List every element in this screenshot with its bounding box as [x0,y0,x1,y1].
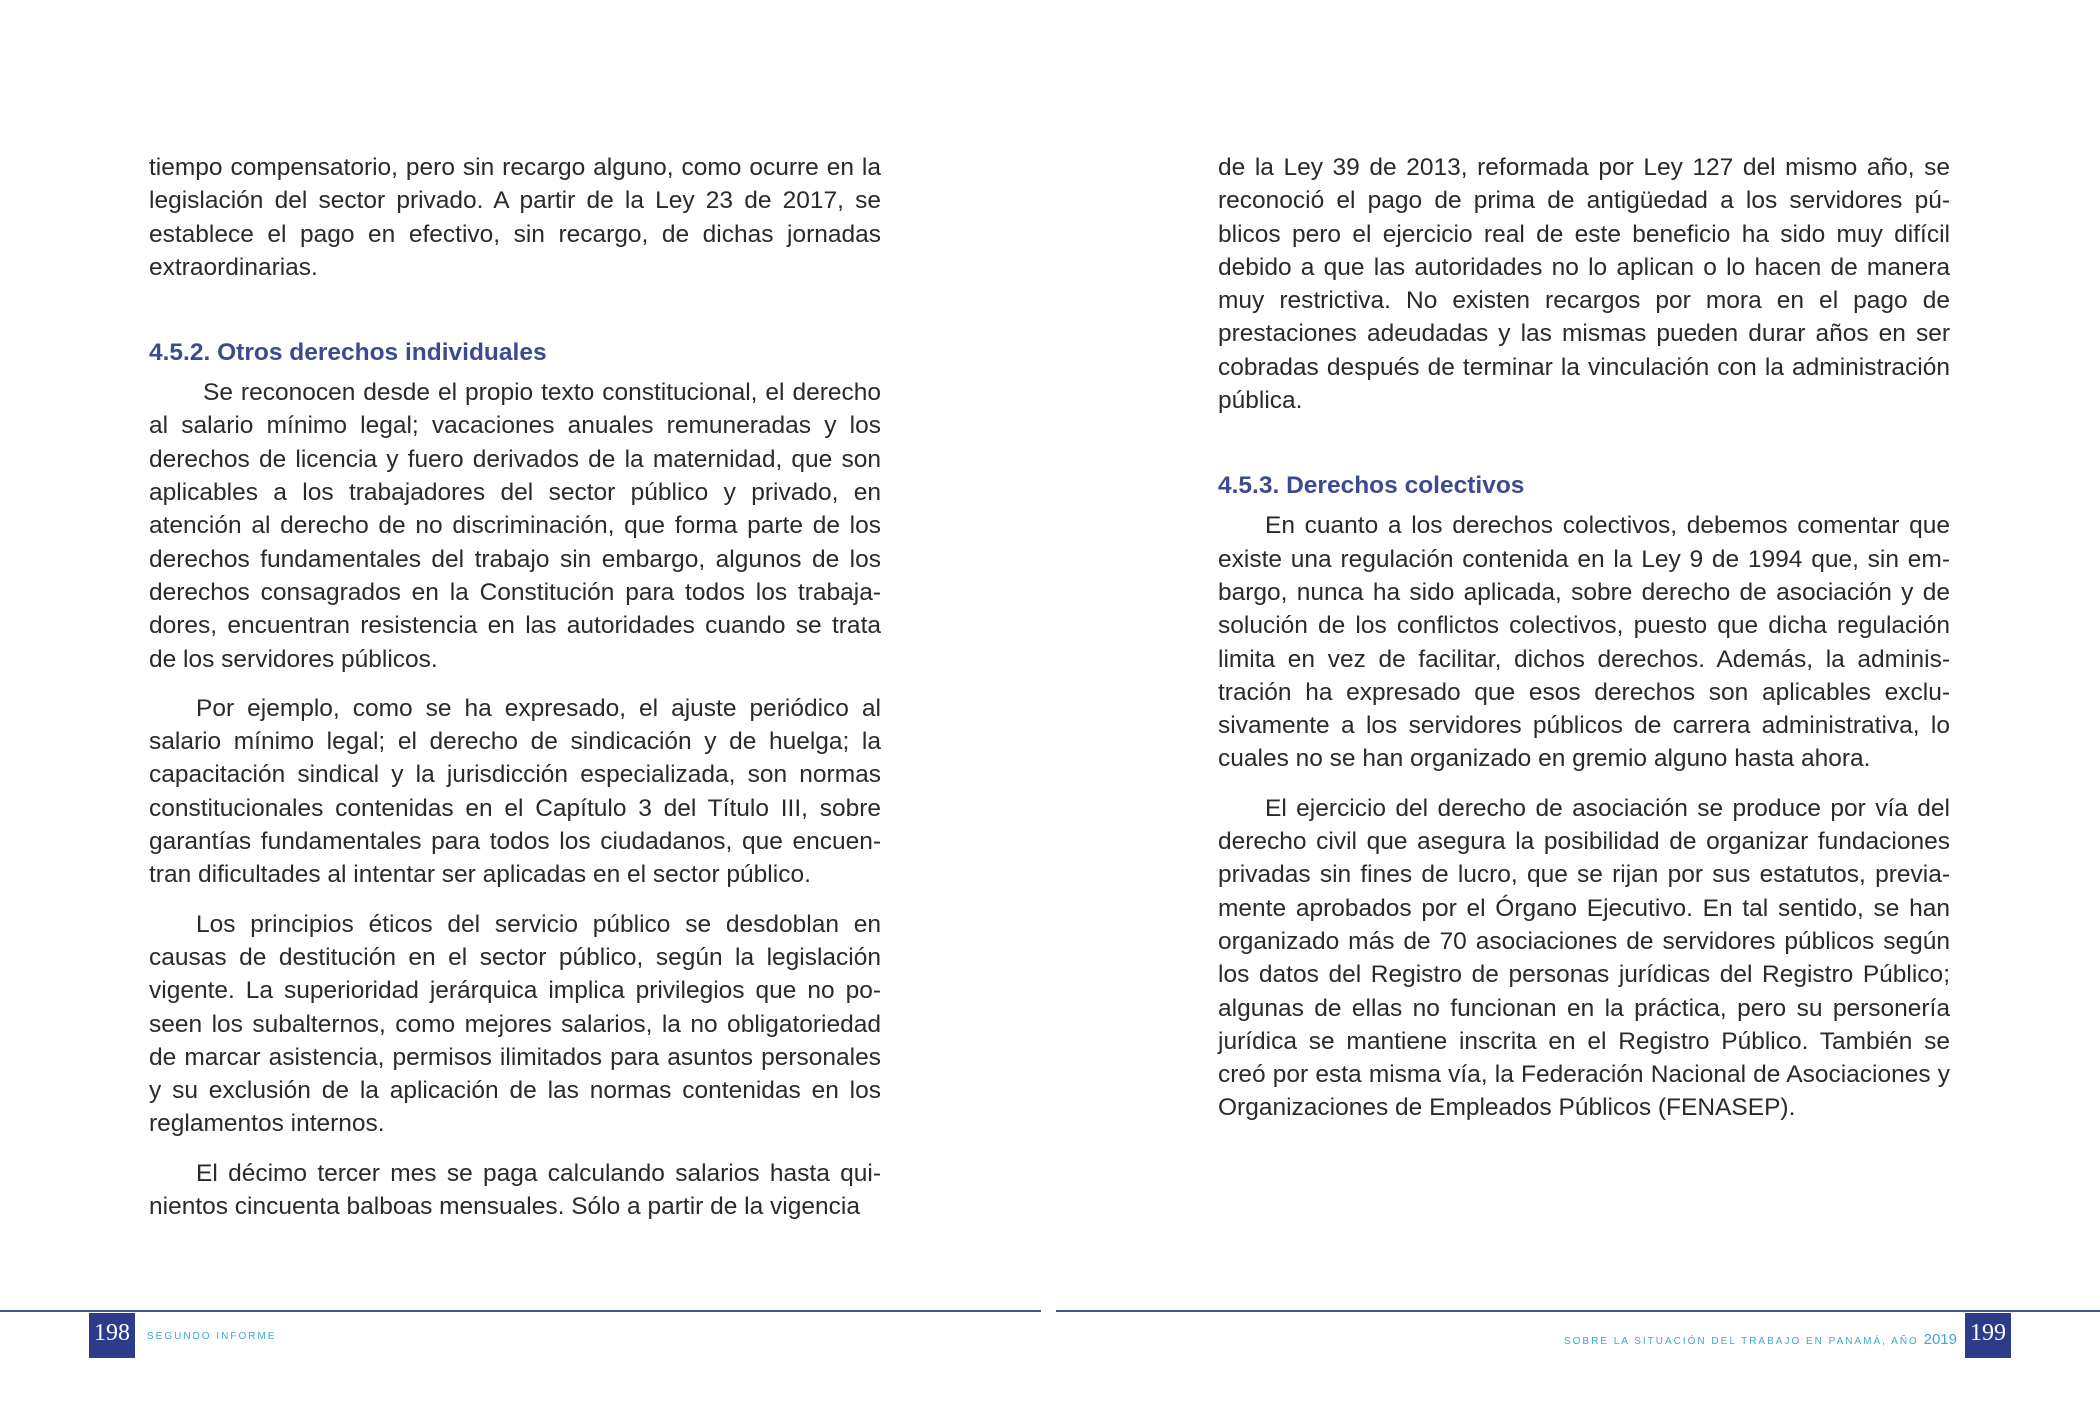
paragraph: Por ejemplo, como se ha expresado, el ajuste periódico al salario mínimo legal; el derecho de sindicación y de huelga; la capacitación sindical y la jurisdicción especializada, son normas constitucionales contenidas en el Capítulo 3 del Título III, sobre garantías fundamentales para todos los ciudadanos, que encuentran dificultades al intentar ser aplicadas en el sector público. [149,694,881,889]
paragraph: de la Ley 39 de 2013, reformada por Ley 127 del mismo año, se reconoció el pago de prima de antigüedad a los servidores públicos pero el ejercicio real de este beneficio ha sido muy difícil debido a que las autoridades no lo aplican o lo hacen de manera muy restrictiva. No existen recargos por mora en el pago de prestaciones adeudadas y las mismas pueden durar años en ser cobradas después de terminar la vinculación con la administración pública. [1218,154,1950,415]
section-heading: 4.5.2. Otros derechos individuales [149,339,547,367]
left-text-column [149,151,881,1239]
paragraph: tiempo compensatorio, pero sin recargo alguno, como ocurre en la legislación del sector privado. A partir de la Ley 23 de 2017, se establece el pago en efectivo, sin recargo, de dichas jornadas extraordinarias. [149,154,881,281]
footer-rule [1056,1310,2100,1312]
paragraph: El décimo tercer mes se paga calculando salarios hasta quinientos cincuenta balboas mensuales. Sólo a partir de la vigencia [149,1159,881,1221]
section-heading: 4.5.3. Derechos colectivos [1218,472,1525,500]
page-number: 198 [89,1313,135,1358]
running-head [1564,1331,1957,1348]
running-head-text: SOBRE LA SITUACIÓN DEL TRABAJO EN PANAMÁ, AÑO [1563,1336,1919,1347]
paragraph: En cuanto a los derechos colectivos, debemos comentar que existe una regulación contenida en la Ley 9 de 1994 que, sin embargo, nunca ha sido aplicada, sobre derecho de asociación y de solución de los conflictos colectivos, puesto que dicha regulación limita en vez de facilitar, dichos derechos. Además, la administración ha expresado que esos derechos son aplicables exclusivamente a los servidores públicos de carrera administrativa, lo cuales no se han organizado en gremio alguno hasta ahora. [1218,512,1950,773]
running-head-year: 2019 [1923,1331,1957,1348]
paragraph: Se reconocen desde el propio texto constitucional, el derecho al salario mínimo legal; vacaciones anuales remuneradas y los derechos de licencia y fuero derivados de la maternidad, que son aplicables a los trabajadores del sector público y privado, en atención al derecho de no discriminación, que forma parte de los derechos fundamentales del trabajo sin embargo, algunos de los derechos consagrados en la Constitución para todos los trabajadores, encuentran resistencia en las autoridades cuando se trata de los servidores públicos. [149,379,881,673]
footer-rule [0,1310,1041,1312]
right-page [1050,0,2100,1425]
right-text-column [1218,151,1950,1141]
page-number: 199 [1965,1313,2011,1358]
running-head: SEGUNDO INFORME [147,1331,277,1342]
paragraph: Los principios éticos del servicio público se desdoblan en causas de destitución en el sector público, según la legislación vigente. La superioridad jerárquica implica privilegios que no poseen los subalternos, como mejores salarios, la no obligatoriedad de marcar asistencia, permisos ilimitados para asuntos personales y su exclusión de la aplicación de las normas contenidas en los reglamentos internos. [149,910,881,1138]
paragraph: El ejercicio del derecho de asociación se produce por vía del derecho civil que asegura la posibilidad de organizar fundaciones privadas sin fines de lucro, que se rijan por sus estatutos, previamente aprobados por el Órgano Ejecutivo. En tal sentido, se han organizado más de 70 asociaciones de servidores públicos según los datos del Registro de personas jurídicas del Registro Público; algunas de ellas no funcionan en la práctica, pero su personería jurídica se mantiene inscrita en el Registro Público. También se creó por esta misma vía, la Federación Nacional de Asociaciones y Organizaciones de Empleados Públicos (FENASEP). [1218,794,1950,1122]
